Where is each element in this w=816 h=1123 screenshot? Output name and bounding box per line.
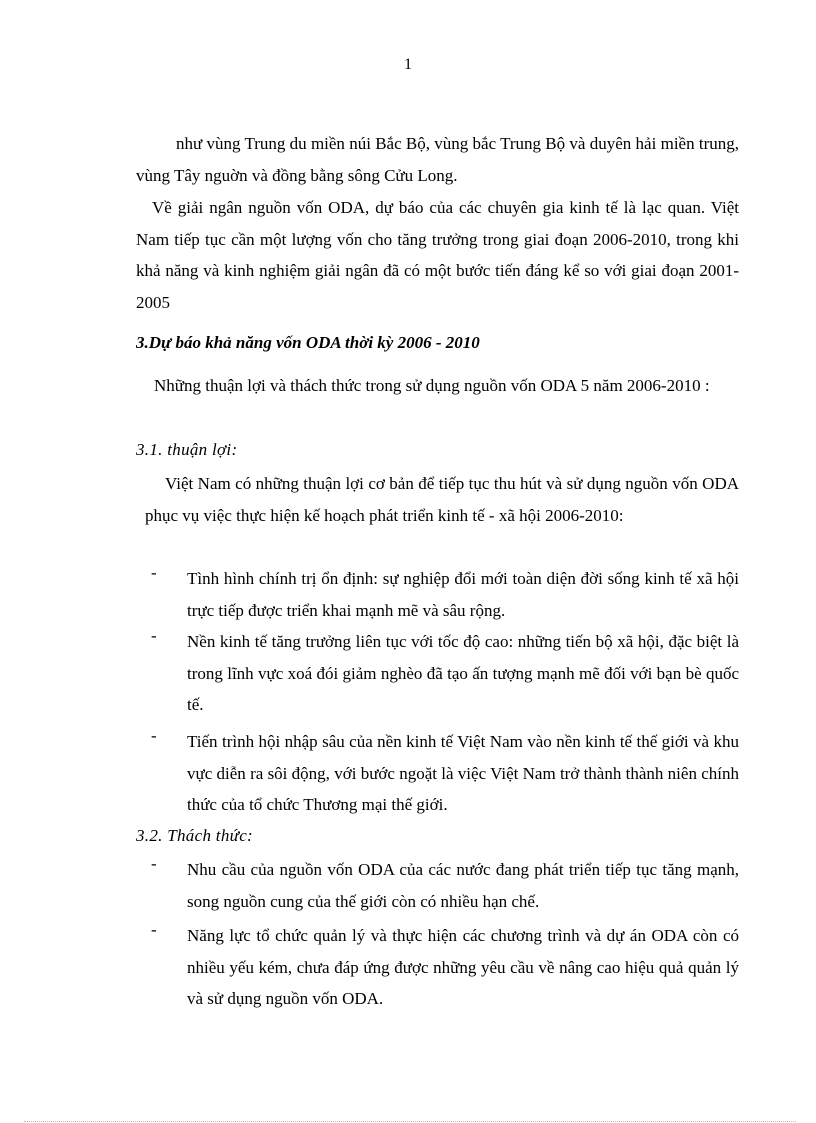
section-3-heading: 3.Dự báo khả năng vốn ODA thời kỳ 2006 - 2010 (136, 333, 480, 352)
paragraph-continuation: như vùng Trung du miền núi Bắc Bộ, vùng bắc Trung Bộ và duyên hải miền trung, vùng Tây nguờn và đồng bằng sông Cửu Long. (136, 134, 739, 185)
advantage-text: Nền kinh tế tăng trưởng liên tục với tốc độ cao: những tiến bộ xã hội, đặc biệt là trong lĩnh vực xoá đói giảm nghèo đã tạo ấn tượng mạnh mẽ đối với bạn bè quốc tế. (187, 632, 739, 714)
section-3-2-heading: 3.2. Thách thức: (136, 826, 254, 845)
challenge-item (136, 920, 739, 1015)
challenge-item (136, 854, 739, 917)
page-number: 1 (404, 56, 412, 73)
bullet-dash: - (151, 626, 157, 645)
section-3-1-heading: 3.1. thuận lợi: (136, 440, 238, 459)
bullet-dash: - (151, 920, 157, 939)
bullet-dash: - (151, 854, 157, 873)
section-3-intro: Những thuận lợi và thách thức trong sử dụng nguồn vốn ODA 5 năm 2006-2010 : (154, 376, 710, 395)
section-3-1-intro: Việt Nam có những thuận lợi cơ bản để tiếp tục thu hút và sử dụng nguồn vốn ODA phục vụ việc thực hiện kế hoạch phát triển kinh tế - xã hội 2006-2010: (145, 474, 739, 525)
advantage-item (136, 563, 739, 626)
page-bottom-rule (24, 1121, 796, 1122)
paragraph-oda-disbursement: Về giải ngân nguồn vốn ODA, dự báo của các chuyên gia kinh tế là lạc quan. Việt Nam tiếp tục cần một lượng vốn cho tăng trưởng trong giai đoạn 2006-2010, trong khi khả năng và kinh nghiệm giải ngân đã có một bước tiến đáng kể so với giai đoạn 2001-2005 (136, 198, 739, 312)
bullet-dash: - (151, 726, 157, 745)
challenge-text: Nhu cầu của nguồn vốn ODA của các nước đang phát triển tiếp tục tăng mạnh, song nguồn cung của thế giới còn có nhiều hạn chế. (187, 860, 739, 911)
advantage-item (136, 726, 739, 821)
advantage-item (136, 626, 739, 721)
challenge-text: Năng lực tổ chức quản lý và thực hiện các chương trình và dự án ODA còn có nhiều yếu kém, chưa đáp ứng được những yêu cầu về nâng cao hiệu quả quản lý và sử dụng nguồn vốn ODA. (187, 926, 739, 1008)
advantage-text: Tình hình chính trị ổn định: sự nghiệp đổi mới toàn diện đời sống kinh tế xã hội trực tiếp được triển khai mạnh mẽ và sâu rộng. (187, 569, 739, 620)
bullet-dash: - (151, 563, 157, 582)
advantage-text: Tiến trình hội nhập sâu của nền kinh tế Việt Nam vào nền kinh tế thế giới và khu vực diễn ra sôi động, với bước ngoặt là việc Việt Nam trở thành thành niên chính thức của tổ chức Thương mại thế giới. (187, 732, 739, 814)
